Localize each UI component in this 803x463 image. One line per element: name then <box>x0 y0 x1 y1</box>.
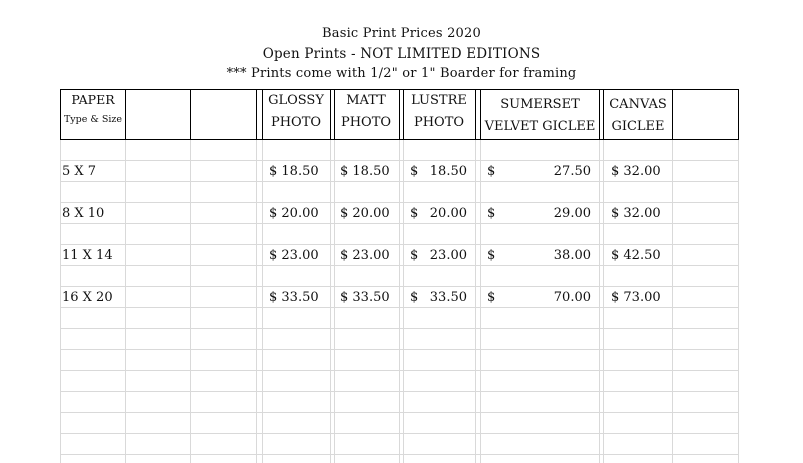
header-label-line1: PAPER <box>71 92 115 107</box>
canvas-price-cell: $ 32.00 <box>611 206 661 221</box>
header-label-line1: SUMERSET <box>500 97 580 112</box>
size-cell: 8 X 10 <box>62 206 105 221</box>
table-row <box>62 248 661 263</box>
somerset-price-cell: 38.00 <box>553 248 591 263</box>
size-cell: 5 X 7 <box>62 164 97 179</box>
lustre-currency-cell: $ <box>410 164 419 179</box>
lustre-currency-cell: $ <box>410 290 419 305</box>
matt-price-cell: $ 23.00 <box>340 248 390 263</box>
somerset-currency-cell: $ <box>487 290 496 305</box>
size-cell: 16 X 20 <box>62 290 113 305</box>
table-row <box>62 290 661 305</box>
glossy-price-cell: $ 18.50 <box>269 164 319 179</box>
lustre-price-cell: 18.50 <box>429 164 467 179</box>
lustre-currency-cell: $ <box>410 248 419 263</box>
header-label-line2: PHOTO <box>270 115 322 130</box>
header-label-line2: PHOTO <box>340 115 392 130</box>
header-label-line2: Type & Size <box>63 114 123 125</box>
header-label-line2: VELVET GICLEE <box>484 119 596 134</box>
glossy-price-cell: $ 23.00 <box>269 248 319 263</box>
glossy-price-cell: $ 33.50 <box>269 290 319 305</box>
header-label-line2: PHOTO <box>413 115 465 130</box>
somerset-currency-cell: $ <box>487 248 496 263</box>
title-line-3: *** Prints come with 1/2" or 1" Boarder for framing <box>226 66 577 81</box>
matt-price-cell: $ 33.50 <box>340 290 390 305</box>
lustre-currency-cell: $ <box>410 206 419 221</box>
title-line-1: Basic Print Prices 2020 <box>322 26 481 41</box>
table-row <box>62 206 661 221</box>
header-label-line1: GLOSSY <box>268 93 324 108</box>
somerset-price-cell: 70.00 <box>553 290 591 305</box>
canvas-price-cell: $ 42.50 <box>611 248 661 263</box>
header-label-line2: GICLEE <box>611 119 665 134</box>
title-line-2: Open Prints - NOT LIMITED EDITIONS <box>262 46 541 62</box>
header-label-line1: CANVAS <box>609 97 667 112</box>
lustre-price-cell: 23.00 <box>429 248 467 263</box>
header-label-line1: MATT <box>346 93 386 108</box>
table-body <box>62 164 661 305</box>
matt-price-cell: $ 18.50 <box>340 164 390 179</box>
somerset-price-cell: 27.50 <box>553 164 591 179</box>
glossy-price-cell: $ 20.00 <box>269 206 319 221</box>
size-cell: 11 X 14 <box>62 248 113 263</box>
somerset-price-cell: 29.00 <box>553 206 591 221</box>
somerset-currency-cell: $ <box>487 164 496 179</box>
header-label-line1: LUSTRE <box>411 93 467 108</box>
header-row <box>64 92 667 134</box>
matt-price-cell: $ 20.00 <box>340 206 390 221</box>
somerset-currency-cell: $ <box>487 206 496 221</box>
canvas-price-cell: $ 73.00 <box>611 290 661 305</box>
canvas-price-cell: $ 32.00 <box>611 164 661 179</box>
lustre-price-cell: 33.50 <box>429 290 467 305</box>
table-row <box>62 164 661 179</box>
lustre-price-cell: 20.00 <box>429 206 467 221</box>
